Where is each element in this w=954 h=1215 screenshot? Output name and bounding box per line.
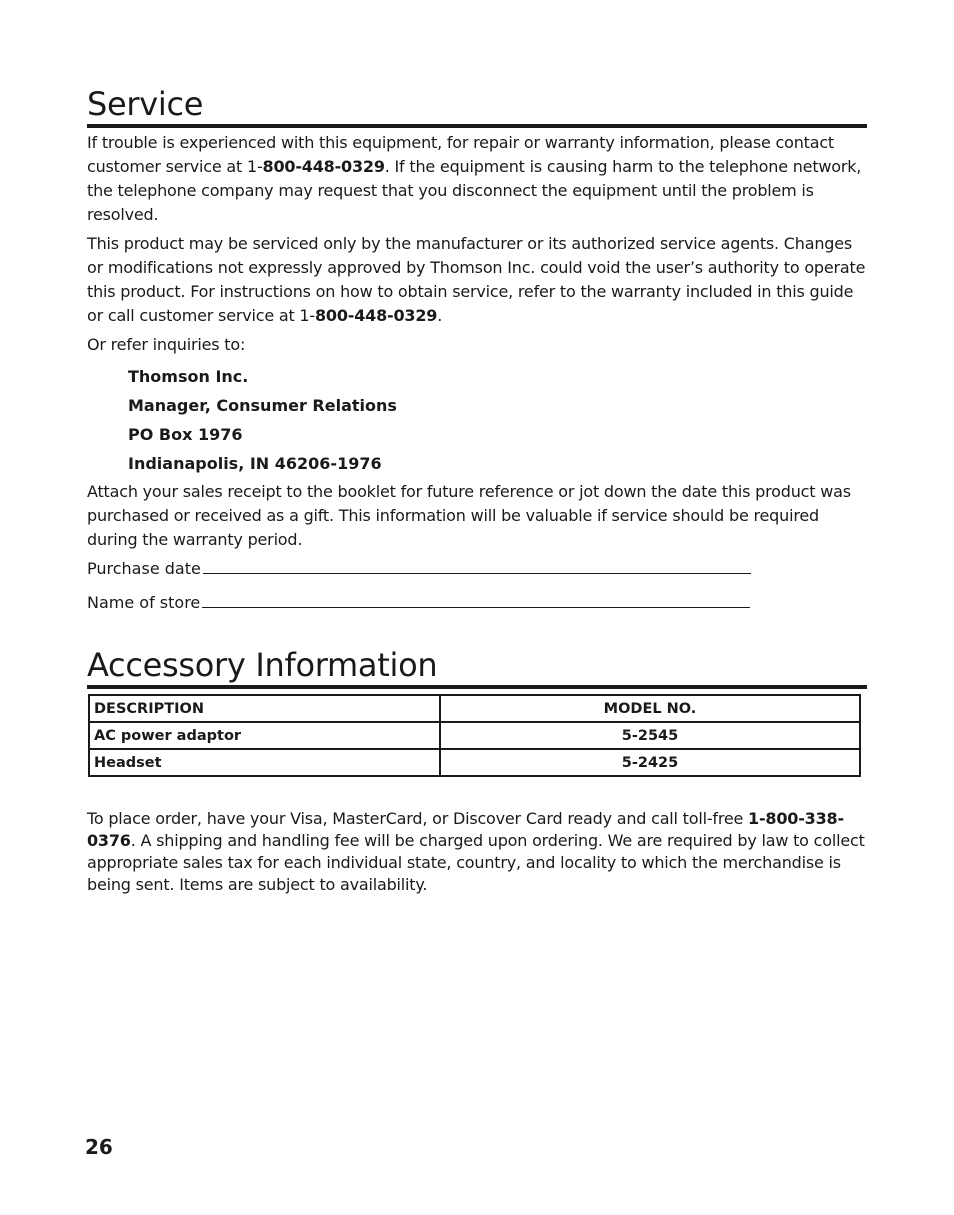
page-number: 26 <box>85 1135 113 1159</box>
address-line: Thomson Inc. <box>128 367 249 386</box>
address-line: Indianapolis, IN 46206-1976 <box>128 454 382 473</box>
service-paragraph-1 <box>87 131 867 227</box>
service-heading: Service <box>87 86 867 128</box>
service-p1-text-a: If trouble is experienced with this equipment, for repair or warranty information, please contact customer service at 1- <box>87 133 834 176</box>
service-paragraph-4: Attach your sales receipt to the booklet for future reference or jot down the date this product was purchased or received as a gift. This information will be valuable if service should be required during the warranty period. <box>87 482 851 549</box>
accessory-table <box>88 694 861 777</box>
purchase-date-line <box>203 557 751 574</box>
service-paragraph-2 <box>87 232 867 328</box>
address-line: Manager, Consumer Relations <box>128 396 397 415</box>
service-p1-text-b: . If the equipment is causing harm to the telephone network, the telephone company may request that you disconnect the equipment until the problem is resolved. <box>87 157 862 224</box>
cell-model: 5-2545 <box>440 722 860 749</box>
store-name-label: Name of store <box>87 593 201 612</box>
service-paragraph-3: Or refer inquiries to: <box>87 335 246 354</box>
table-row <box>89 749 860 776</box>
cell-description: AC power adaptor <box>89 722 440 749</box>
order-phone: 1-800-338-0376 <box>87 809 844 850</box>
service-p2-text-b: . <box>437 306 443 325</box>
table-header-row <box>89 695 860 722</box>
service-phone-2: 800-448-0329 <box>314 306 438 325</box>
service-phone-1: 800-448-0329 <box>262 157 385 176</box>
address-block <box>87 362 867 478</box>
order-text-b: . A shipping and handling fee will be charged upon ordering. We are required by law to collect appropriate sales tax for each individual state, country, and locality to which the merchandise is being sent. Items are subject to availability. <box>87 831 865 894</box>
store-name-field <box>87 591 750 615</box>
cell-description: Headset <box>89 749 440 776</box>
service-section <box>87 131 867 557</box>
address-line: PO Box 1976 <box>128 425 243 444</box>
order-text-a: To place order, have your Visa, MasterCard, or Discover Card ready and call toll-free <box>87 809 749 828</box>
table-row <box>89 722 860 749</box>
accessory-heading: Accessory Information <box>87 647 867 689</box>
order-paragraph <box>87 808 867 896</box>
column-header-model: MODEL NO. <box>440 695 860 722</box>
purchase-date-label: Purchase date <box>87 559 201 578</box>
service-p2-text-a: This product may be serviced only by the manufacturer or its authorized service agents. Changes or modifications not expressly approved by Thomson Inc. could void the user’s authority to operate this product. For instructions on how to obtain service, refer to the warranty included in this guide or call customer service at 1- <box>87 234 866 325</box>
order-info <box>87 808 867 896</box>
cell-model: 5-2425 <box>440 749 860 776</box>
column-header-description: DESCRIPTION <box>89 695 440 722</box>
purchase-date-field <box>87 557 751 581</box>
store-name-line <box>202 591 750 608</box>
